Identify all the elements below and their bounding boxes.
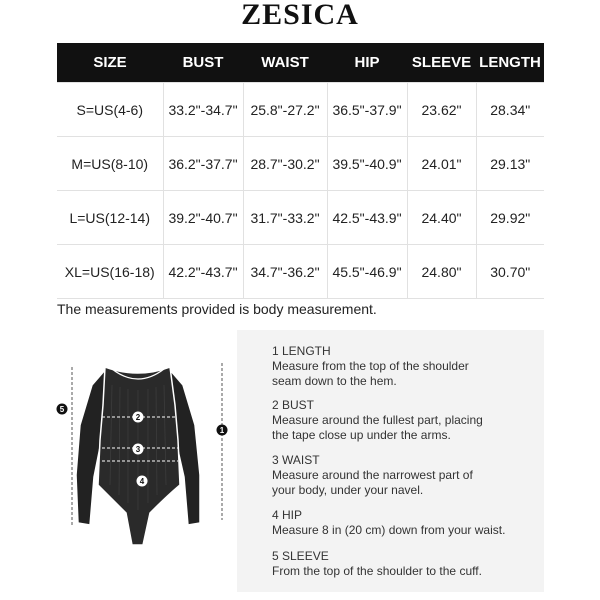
table-cell: 34.7"-36.2" (243, 245, 327, 299)
table-cell: 29.92" (476, 191, 544, 245)
measurement-note: The measurements provided is body measurement. (57, 301, 377, 317)
measurement-guide-panel (237, 330, 544, 592)
table-cell: 24.80" (407, 245, 476, 299)
header-waist: WAIST (243, 43, 327, 83)
table-cell: 29.13" (476, 137, 544, 191)
table-cell: 28.34" (476, 83, 544, 137)
bodysuit-figure (50, 345, 240, 560)
table-cell: 28.7"-30.2" (243, 137, 327, 191)
table-cell: M=US(8-10) (57, 137, 163, 191)
header-bust: BUST (163, 43, 243, 83)
table-cell: S=US(4-6) (57, 83, 163, 137)
guide-item-bust: 2 BUST Measure around the fullest part, placing the tape close up under the arms. (272, 398, 483, 442)
table-cell: 42.2"-43.7" (163, 245, 243, 299)
table-cell: 42.5"-43.9" (327, 191, 407, 245)
guide-item-length: 1 LENGTH Measure from the top of the shoulder seam down to the hem. (272, 344, 469, 388)
guide-item-sleeve: 5 SLEEVE From the top of the shoulder to the cuff. (272, 549, 482, 578)
svg-text:1: 1 (219, 426, 225, 435)
table-cell: 39.2"-40.7" (163, 191, 243, 245)
table-row (57, 245, 544, 299)
header-hip: HIP (327, 43, 407, 83)
guide-item-hip: 4 HIP Measure 8 in (20 cm) down from your waist. (272, 508, 506, 537)
table-header-row (57, 43, 544, 83)
header-size: SIZE (57, 43, 163, 83)
svg-text:5: 5 (59, 405, 65, 414)
brand-logo: ZESICA (241, 0, 359, 31)
table-cell: 45.5"-46.9" (327, 245, 407, 299)
table-cell: 25.8"-27.2" (243, 83, 327, 137)
header-sleeve: SLEEVE (407, 43, 476, 83)
svg-text:4: 4 (139, 477, 145, 486)
guide-item-waist: 3 WAIST Measure around the narrowest part of your body, under your navel. (272, 453, 473, 497)
header-length: LENGTH (476, 43, 544, 83)
table-cell: 24.40" (407, 191, 476, 245)
table-cell: 36.2"-37.7" (163, 137, 243, 191)
table-cell: 33.2"-34.7" (163, 83, 243, 137)
table-row (57, 191, 544, 245)
size-chart-table (57, 43, 544, 299)
table-cell: 23.62" (407, 83, 476, 137)
table-cell: 30.70" (476, 245, 544, 299)
table-row (57, 83, 544, 137)
table-cell: 24.01" (407, 137, 476, 191)
table-row (57, 137, 544, 191)
table-cell: 36.5"-37.9" (327, 83, 407, 137)
table-cell: L=US(12-14) (57, 191, 163, 245)
table-cell: XL=US(16-18) (57, 245, 163, 299)
table-cell: 39.5"-40.9" (327, 137, 407, 191)
table-cell: 31.7"-33.2" (243, 191, 327, 245)
svg-text:2: 2 (135, 413, 141, 422)
svg-text:3: 3 (135, 445, 141, 454)
